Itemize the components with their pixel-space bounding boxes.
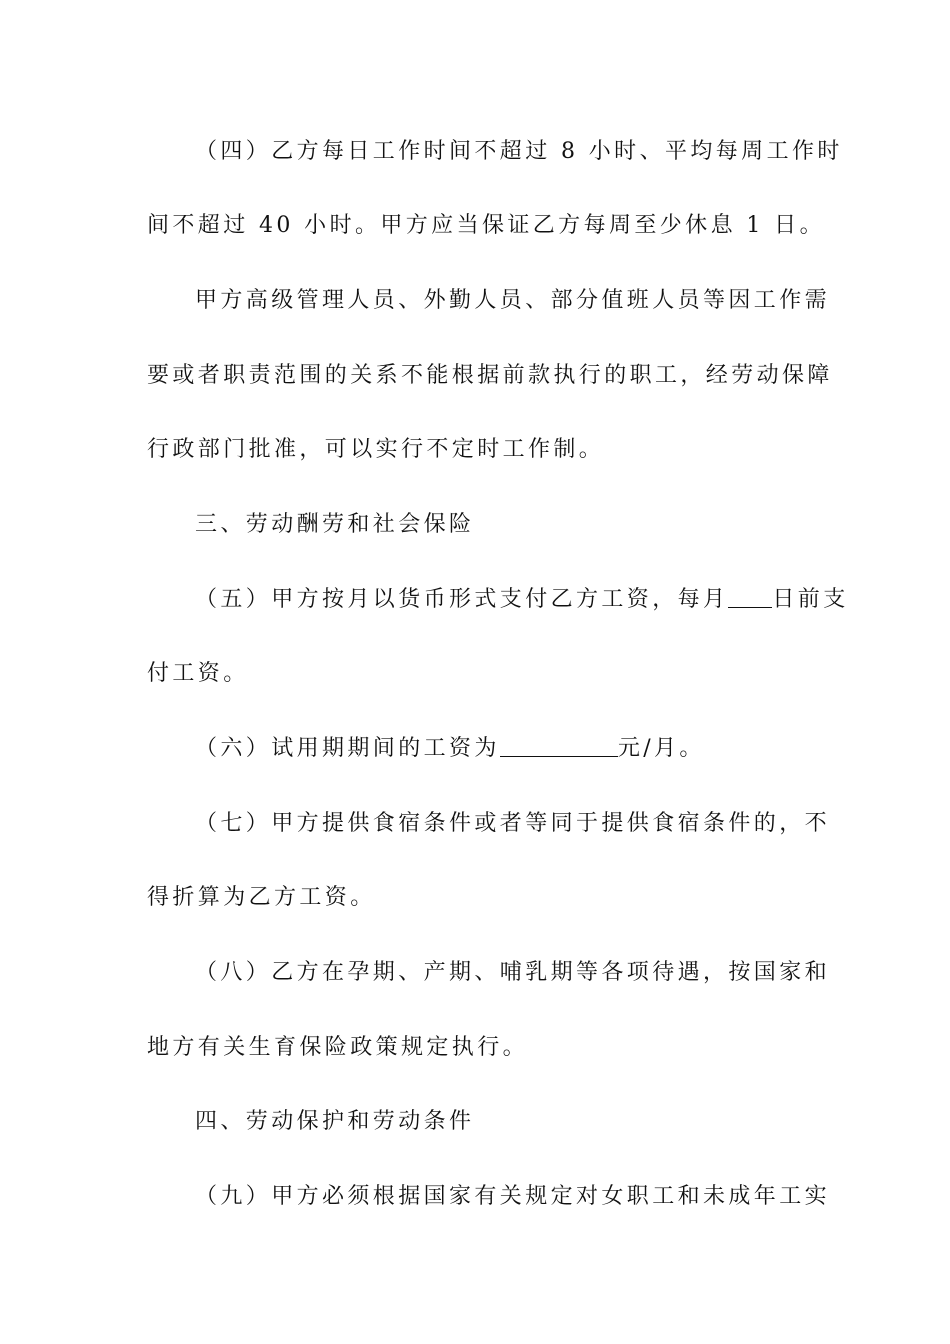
paragraph-6-text-a: （六）试用期期间的工资为 [195,736,500,761]
salary-blank [500,734,618,757]
paragraph-7-line-2: 得折算为乙方工资。 [147,885,376,910]
paragraph-4b-line-3: 行政部门批准，可以实行不定时工作制。 [147,437,605,462]
paragraph-7-line-1: （七）甲方提供食宿条件或者等同于提供食宿条件的，不 [195,811,831,836]
paragraph-5-text-b: 日前支 [772,587,849,612]
paragraph-5-line-1 [195,585,855,615]
section-heading-4: 四、劳动保护和劳动条件 [195,1109,475,1134]
paragraph-8-line-2: 地方有关生育保险政策规定执行。 [147,1035,529,1060]
paragraph-5-text-a: （五）甲方按月以货币形式支付乙方工资，每月 [195,587,729,612]
paragraph-4-line-1: （四）乙方每日工作时间不超过 8 小时、平均每周工作时 [195,139,843,164]
day-blank [728,585,772,608]
paragraph-6-text-b: 元/月。 [617,736,705,761]
paragraph-8-line-1: （八）乙方在孕期、产期、哺乳期等各项待遇，按国家和 [195,960,831,985]
paragraph-4b-line-1: 甲方高级管理人员、外勤人员、部分值班人员等因工作需 [195,288,831,313]
paragraph-6 [195,734,855,764]
paragraph-9-line-1: （九）甲方必须根据国家有关规定对女职工和未成年工实 [195,1184,831,1209]
paragraph-4b-line-2: 要或者职责范围的关系不能根据前款执行的职工，经劳动保障 [147,363,833,388]
section-heading-3: 三、劳动酬劳和社会保险 [195,512,475,537]
paragraph-4-line-2: 间不超过 40 小时。甲方应当保证乙方每周至少休息 1 日。 [147,213,825,238]
paragraph-5-line-2: 付工资。 [147,661,249,686]
